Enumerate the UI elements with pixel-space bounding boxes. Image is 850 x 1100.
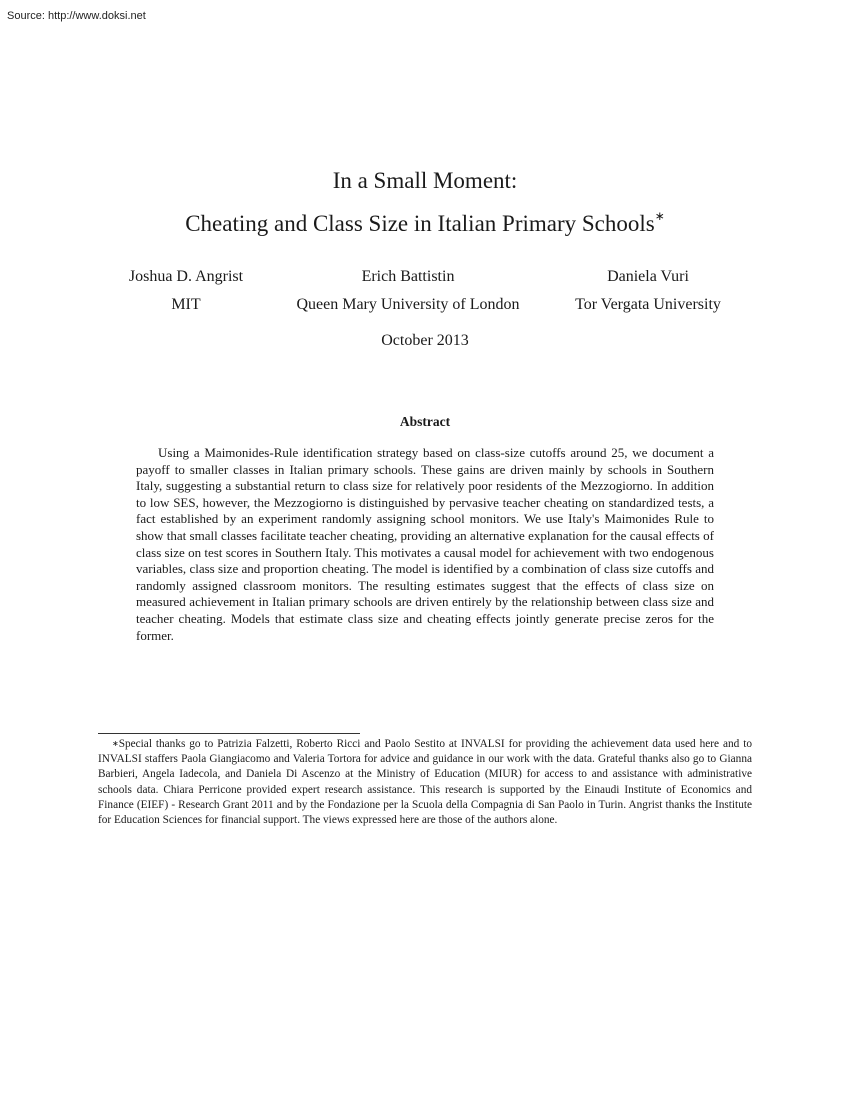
footnote-marker: ∗ — [112, 739, 119, 748]
abstract-body: Using a Maimonides-Rule identification strategy based on class-size cutoffs around 25, we document a payoff to smaller classes in Italian primary schools. These gains are driven mainly by schools in Southern Italy, suggesting a substantial return to class size for relatively poor residents of the Mezzogiorno. In addition to low SES, however, the Mezzogiorno is distinguished by pervasive teacher cheating on standardized tests, a fact established by an experiment randomly assigning school monitors. We use Italy's Maimonides Rule to show that small classes facilitate teacher cheating, providing an alternative explanation for the causal effects of class size on test scores in Southern Italy. This motivates a causal model for achievement with two endogenous variables, class size and proportion cheating. The model is identified by a combination of class size cutoffs and randomly assigned classroom monitors. The resulting estimates suggest that the effects of class size on measured achievement in Italian primary schools are driven entirely by the relationship between class size and teacher cheating. Models that estimate class size and cheating effects jointly generate precise zeros for the former. — [136, 445, 714, 643]
author-name-1: Joshua D. Angrist — [128, 268, 244, 285]
publication-date: October 2013 — [381, 332, 469, 349]
abstract-heading: Abstract — [399, 414, 451, 429]
footnote — [98, 737, 752, 828]
footnote-divider — [98, 733, 360, 734]
footnote-text: Special thanks go to Patrizia Falzetti, Roberto Ricci and Paolo Sestito at INVALSI for providing the achievement data used here and to INVALSI staffers Paola Giangiacomo and Valeria Tortora for advice and guidance in our work with the data. Grateful thanks also go to Gianna Barbieri, Angela Iadecola, and Daniela Di Ascenzo at the Ministry of Education (MIUR) for access to and assistance with administrative schools data. Chiara Perricone provided expert research assistance. This research is supported by the Einaudi Institute of Economics and Finance (EIEF) - Research Grant 2011 and by the Fondazione per la Scuola della Compagnia di San Paolo in Turin. Angrist thanks the Institute for Education Sciences for financial support. The views expressed here are those of the authors alone. — [98, 738, 752, 827]
paper-title-line-1: In a Small Moment: — [332, 168, 518, 193]
author-name-3: Daniela Vuri — [607, 268, 689, 285]
author-affiliation-2: Queen Mary University of London — [296, 296, 520, 313]
author-name-2: Erich Battistin — [361, 268, 455, 285]
paper-title-text: Cheating and Class Size in Italian Primary Schools — [185, 211, 655, 236]
title-footnote-marker: ∗ — [654, 209, 665, 223]
paper-title-line-2 — [0, 211, 850, 237]
author-affiliation-3: Tor Vergata University — [575, 296, 721, 313]
author-affiliation-1: MIT — [171, 296, 201, 313]
source-watermark: Source: http://www.doksi.net — [7, 10, 146, 22]
